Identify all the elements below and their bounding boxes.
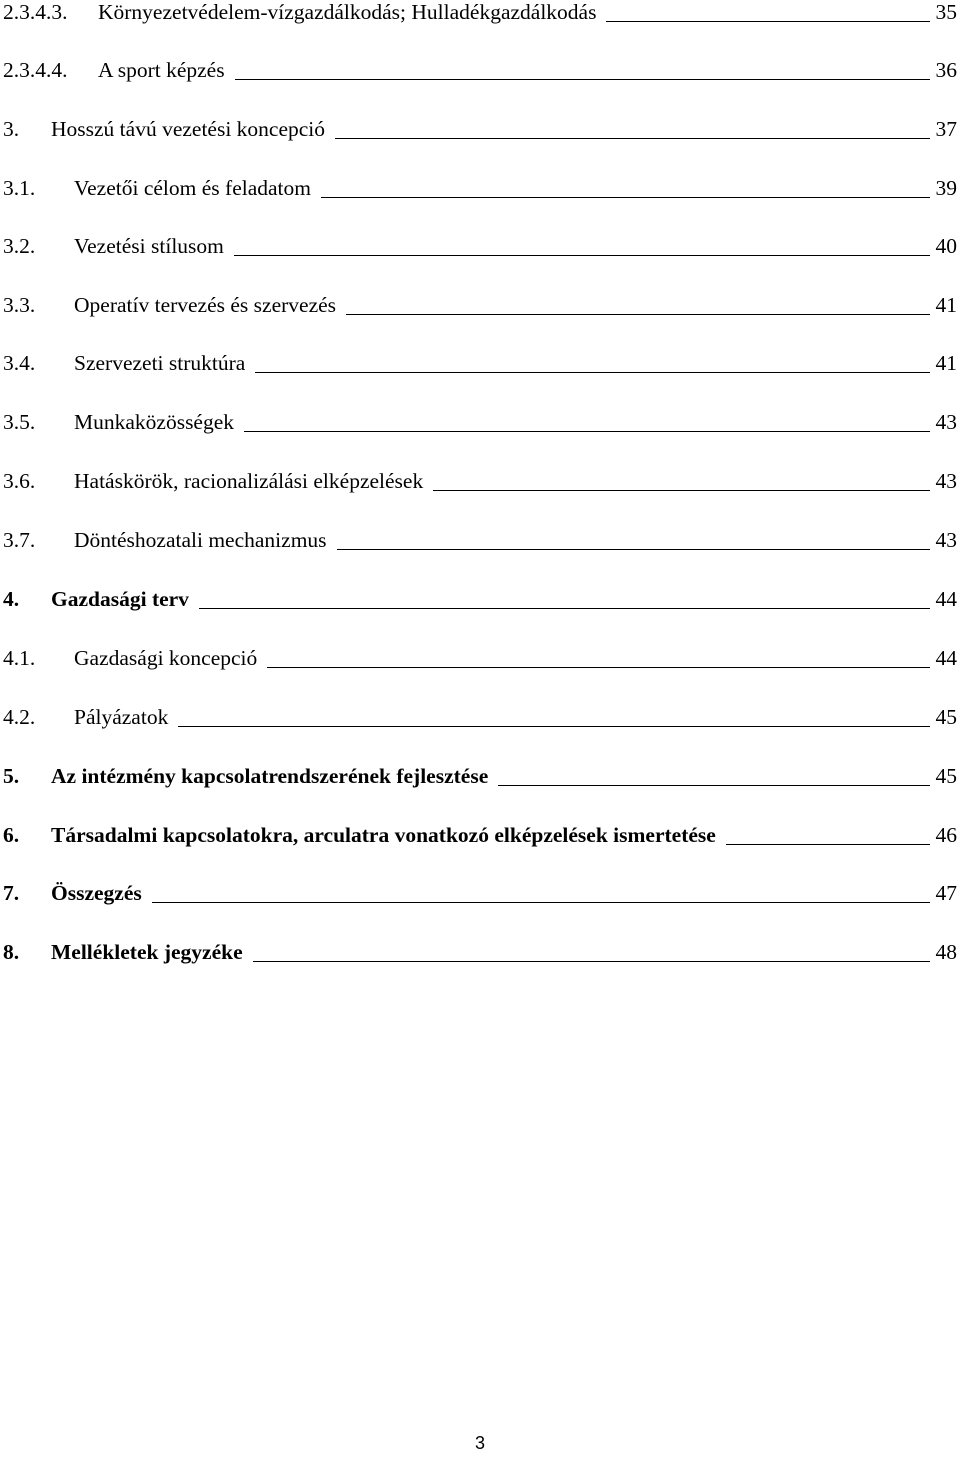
toc-entry[interactable] [0, 697, 960, 737]
toc-entry-title: Környezetvédelem-vízgazdálkodás; Hulladékgazdálkodás [98, 0, 597, 24]
toc-entry-number: 2.3.4.3. [3, 0, 68, 24]
toc-entry-number: 8. [3, 940, 20, 964]
toc-leader-line [606, 21, 930, 22]
toc-entry-title: Operatív tervezés és szervezés [74, 293, 337, 317]
toc-entry[interactable] [0, 402, 960, 442]
toc-entry-page: 41 [935, 293, 957, 317]
toc-entry-number: 3.6. [3, 469, 36, 493]
toc-entry[interactable] [0, 520, 960, 560]
toc-entry[interactable] [0, 932, 960, 972]
toc-leader-line [267, 667, 930, 668]
toc-entry[interactable] [0, 815, 960, 855]
toc-entry-title: Hatáskörök, racionalizálási elképzelések [74, 469, 424, 493]
toc-leader-line [235, 79, 930, 80]
toc-leader-line [244, 431, 930, 432]
toc-entry[interactable] [0, 0, 960, 32]
toc-entry-page: 37 [935, 117, 957, 141]
toc-leader-line [321, 197, 930, 198]
toc-leader-line [255, 372, 930, 373]
toc-entry[interactable] [0, 461, 960, 501]
toc-entry-page: 43 [935, 528, 957, 552]
toc-entry-number: 4.2. [3, 705, 36, 729]
toc-leader-line [335, 138, 930, 139]
toc-entry[interactable] [0, 638, 960, 678]
toc-entry-number: 3.3. [3, 293, 36, 317]
toc-entry-page: 43 [935, 410, 957, 434]
toc-leader-line [498, 785, 930, 786]
toc-entry-number: 3.4. [3, 351, 36, 375]
toc-entry[interactable] [0, 343, 960, 383]
toc-entry[interactable] [0, 168, 960, 208]
toc-entry-number: 4. [3, 587, 20, 611]
toc-entry-page: 44 [935, 646, 957, 670]
toc-entry[interactable] [0, 226, 960, 266]
toc-entry-title: Hosszú távú vezetési koncepció [51, 117, 326, 141]
toc-entry-page: 41 [935, 351, 957, 375]
toc-entry-title: Döntéshozatali mechanizmus [74, 528, 327, 552]
toc-entry-number: 7. [3, 881, 20, 905]
toc-entry-title: Szervezeti struktúra [74, 351, 246, 375]
toc-entry[interactable] [0, 873, 960, 913]
toc-entry[interactable] [0, 109, 960, 149]
toc-entry-page: 47 [935, 881, 957, 905]
toc-entry-page: 45 [935, 705, 957, 729]
toc-entry[interactable] [0, 50, 960, 90]
page-number: 3 [474, 1433, 485, 1453]
toc-entry-page: 46 [935, 823, 957, 847]
toc-entry-page: 36 [935, 58, 957, 82]
toc-entry-title: Pályázatok [74, 705, 169, 729]
toc-entry[interactable] [0, 579, 960, 619]
toc-entry-number: 6. [3, 823, 20, 847]
toc-entry-title: A sport képzés [98, 58, 225, 82]
toc-entry-title: Az intézmény kapcsolatrendszerének fejlesztése [51, 764, 489, 788]
toc-entry-title: Gazdasági koncepció [74, 646, 258, 670]
toc-leader-line [178, 726, 930, 727]
toc-leader-line [346, 314, 930, 315]
toc-leader-line [726, 844, 930, 845]
toc-entry-page: 45 [935, 764, 957, 788]
toc-entry-title: Összegzés [51, 881, 142, 905]
toc-entry-title: Munkaközösségek [74, 410, 235, 434]
toc-leader-line [234, 255, 930, 256]
toc-entry-number: 2.3.4.4. [3, 58, 68, 82]
toc-leader-line [152, 902, 930, 903]
toc-entry[interactable] [0, 756, 960, 796]
toc-entry-number: 3. [3, 117, 20, 141]
toc-entry-page: 44 [935, 587, 957, 611]
toc-entry-title: Mellékletek jegyzéke [51, 940, 243, 964]
toc-entry-number: 3.5. [3, 410, 36, 434]
toc-entry-page: 43 [935, 469, 957, 493]
toc-leader-line [433, 490, 930, 491]
toc-entry-title: Társadalmi kapcsolatokra, arculatra vonatkozó elképzelések ismertetése [51, 823, 716, 847]
toc-entry-number: 3.1. [3, 176, 36, 200]
toc-entry-title: Vezetői célom és feladatom [74, 176, 311, 200]
toc-leader-line [337, 549, 930, 550]
toc-entry-number: 3.2. [3, 234, 36, 258]
toc-entry-page: 35 [935, 0, 957, 24]
toc-entry-title: Gazdasági terv [51, 587, 189, 611]
toc-entry-title: Vezetési stílusom [74, 234, 224, 258]
toc-entry-page: 48 [935, 940, 957, 964]
toc-entry-page: 39 [935, 176, 957, 200]
toc-entry-number: 4.1. [3, 646, 36, 670]
toc-entry-number: 5. [3, 764, 20, 788]
toc-entry-page: 40 [935, 234, 957, 258]
toc-leader-line [253, 961, 930, 962]
toc-entry[interactable] [0, 285, 960, 325]
toc-leader-line [199, 608, 930, 609]
toc-entry-number: 3.7. [3, 528, 36, 552]
